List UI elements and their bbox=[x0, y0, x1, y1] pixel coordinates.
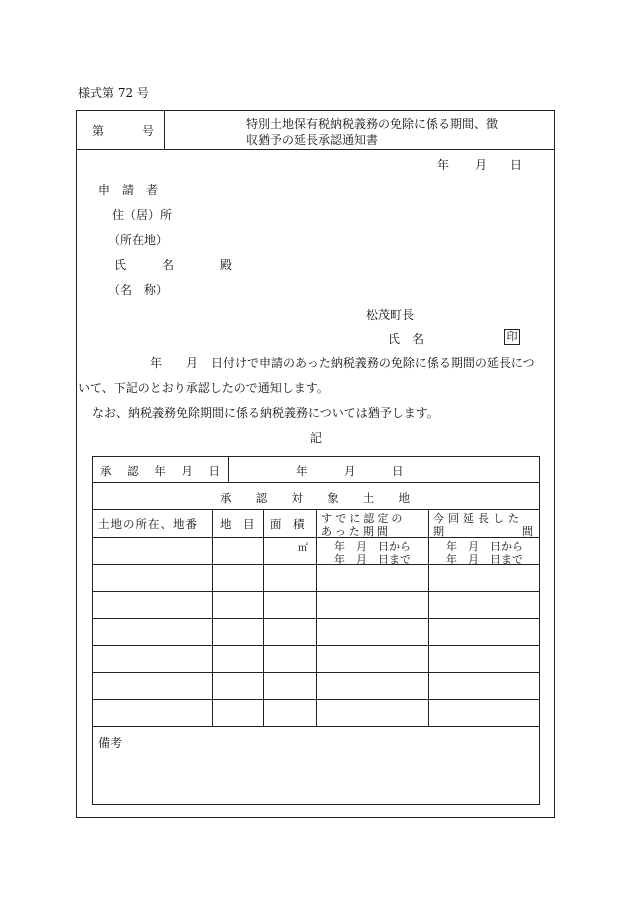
honorific: 殿 bbox=[220, 258, 233, 272]
title-char: 認 bbox=[255, 491, 268, 505]
document-number-label: 第 bbox=[92, 124, 105, 138]
column-area: 面 積 bbox=[270, 517, 305, 531]
title-char: 承 bbox=[220, 491, 232, 505]
section-title bbox=[220, 490, 410, 506]
body-line1: 日付けで申請のあった納税義務の免除に係る期間の延長につ bbox=[211, 356, 535, 370]
corp-name-label: （名 称） bbox=[108, 283, 169, 297]
header-divider bbox=[164, 110, 165, 150]
table-line bbox=[316, 509, 317, 726]
table-line bbox=[228, 456, 229, 482]
period-char: 間 bbox=[522, 525, 533, 538]
table-line bbox=[263, 509, 264, 726]
title-char: 地 bbox=[398, 491, 410, 505]
issuer-title: 松茂町長 bbox=[366, 308, 415, 322]
ki-heading: 記 bbox=[310, 431, 323, 445]
document-title-line2: 収猶予の延長承認通知書 bbox=[246, 133, 379, 147]
prior-period-to: 年 月 日まで bbox=[334, 553, 411, 566]
table-line bbox=[212, 509, 213, 726]
column-land-category: 地 目 bbox=[220, 517, 255, 531]
date-day: 日 bbox=[510, 158, 523, 172]
document-title-line1: 特別土地保有税納税義務の免除に係る期間、徴 bbox=[246, 117, 499, 131]
approval-date-label bbox=[100, 463, 220, 479]
issuer-name-label: 氏 名 bbox=[388, 332, 425, 346]
column-prior-period-line1: すでに認定の bbox=[321, 512, 406, 525]
approval-day: 日 bbox=[392, 464, 404, 478]
approval-year: 年 bbox=[296, 464, 308, 478]
column-extended-period-line2 bbox=[433, 523, 533, 539]
seal-mark: 印 bbox=[504, 329, 520, 345]
label-char: 承 bbox=[100, 464, 112, 478]
column-location: 土地の所在、地番 bbox=[98, 517, 198, 531]
form-number: 様式第 72 号 bbox=[78, 86, 149, 100]
body-line3: なお、納税義務免除期間に係る納税義務については猶予します。 bbox=[92, 406, 439, 420]
date-year: 年 bbox=[437, 158, 450, 172]
location-label: （所在地） bbox=[108, 233, 169, 247]
title-char: 土 bbox=[362, 491, 375, 505]
label-char: 認 bbox=[127, 464, 139, 478]
applicant-heading: 申 請 者 bbox=[98, 183, 159, 197]
label-char: 月 bbox=[181, 464, 193, 478]
address-label: 住（居）所 bbox=[112, 208, 173, 222]
remarks-label: 備考 bbox=[98, 736, 123, 750]
table-line bbox=[92, 726, 540, 727]
column-extended-period-line1: 今回延長した bbox=[433, 512, 523, 525]
body-year: 年 bbox=[150, 356, 163, 370]
label-char: 日 bbox=[208, 464, 220, 478]
body-month: 月 bbox=[186, 356, 199, 370]
date-month: 月 bbox=[475, 158, 488, 172]
extended-period-to: 年 月 日まで bbox=[446, 553, 523, 566]
body-line2: いて、下記のとおり承認したので通知します。 bbox=[78, 381, 329, 395]
label-char: 年 bbox=[154, 464, 166, 478]
document-number-suffix: 号 bbox=[142, 124, 155, 138]
table-line bbox=[428, 509, 429, 726]
prior-period-from: 年 月 日から bbox=[334, 540, 411, 553]
approval-month: 月 bbox=[344, 464, 356, 478]
extended-period-from: 年 月 日から bbox=[446, 540, 523, 553]
title-char: 象 bbox=[327, 491, 339, 505]
applicant-name-label: 氏 名 bbox=[114, 258, 175, 272]
area-unit: ㎡ bbox=[298, 543, 308, 554]
table-line bbox=[92, 482, 540, 483]
title-char: 対 bbox=[291, 491, 303, 505]
column-prior-period-line2: あった期間 bbox=[321, 525, 391, 538]
period-char: 期 bbox=[433, 525, 444, 538]
